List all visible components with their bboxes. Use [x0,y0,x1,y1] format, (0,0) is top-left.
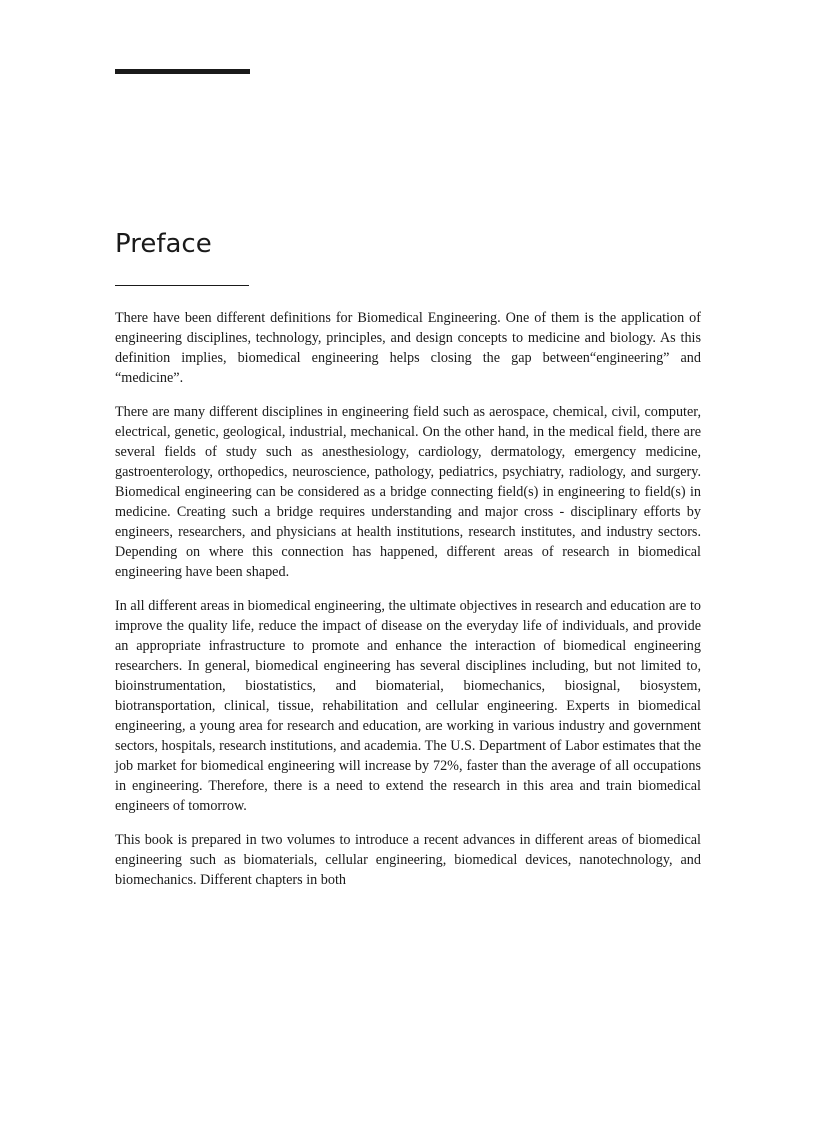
paragraph-2: There are many different disciplines in engineering field such as aerospace, chemical, civil, computer, electrical, genetic, geological, industrial, mechanical. On the other hand, in the medical field, there are several fields of study such as anesthesiology, cardiology, dermatology, emergency medicine, gastroenterology, orthopedics, neuroscience, pathology, pediatrics, psychiatry, radiology, and surgery. Biomedical engineering can be considered as a bridge connecting field(s) in engineering to field(s) in medicine. Creating such a bridge requires understanding and major cross - disciplinary efforts by engineers, researchers, and physicians at health institutions, research institutes, and industry sectors. Depending on where this connection has happened, different areas of research in biomedical engineering have been shaped. [115,404,701,580]
paragraph-1: There have been different definitions for Biomedical Engineering. One of them is the application of engineering disciplines, technology, principles, and design concepts to medicine and biology. As this definition implies, biomedical engineering helps closing the gap between“engineering” and “medicine”. [115,310,701,386]
paragraph-3: In all different areas in biomedical engineering, the ultimate objectives in research and education are to improve the quality life, reduce the impact of disease on the everyday life of individuals, and provide an appropriate infrastructure to promote and enhance the interaction of biomedical engineering researchers. In general, biomedical engineering has several disciplines including, but not limited to, bioinstrumentation, biostatistics, and biomaterial, biomechanics, biosignal, biosystem, biotransportation, clinical, tissue, rehabilitation and cellular engineering. Experts in biomedical engineering, a young area for research and education, are working in various industry and government sectors, hospitals, research institutions, and academia. The U.S. Department of Labor estimates that the job market for biomedical engineering will increase by 72%, faster than the average of all occupations in engineering. Therefore, there is a need to extend the research in this area and train biomedical engineers of tomorrow. [115,598,701,814]
preface-body [115,308,701,904]
page-title: Preface [115,229,212,259]
paragraph-4: This book is prepared in two volumes to introduce a recent advances in different areas of biomedical engineering such as biomaterials, cellular engineering, biomedical devices, nanotechnology, and biomechanics. Different chapters in both [115,832,701,888]
top-decorative-rule [115,69,250,74]
title-underline-rule [115,285,249,286]
